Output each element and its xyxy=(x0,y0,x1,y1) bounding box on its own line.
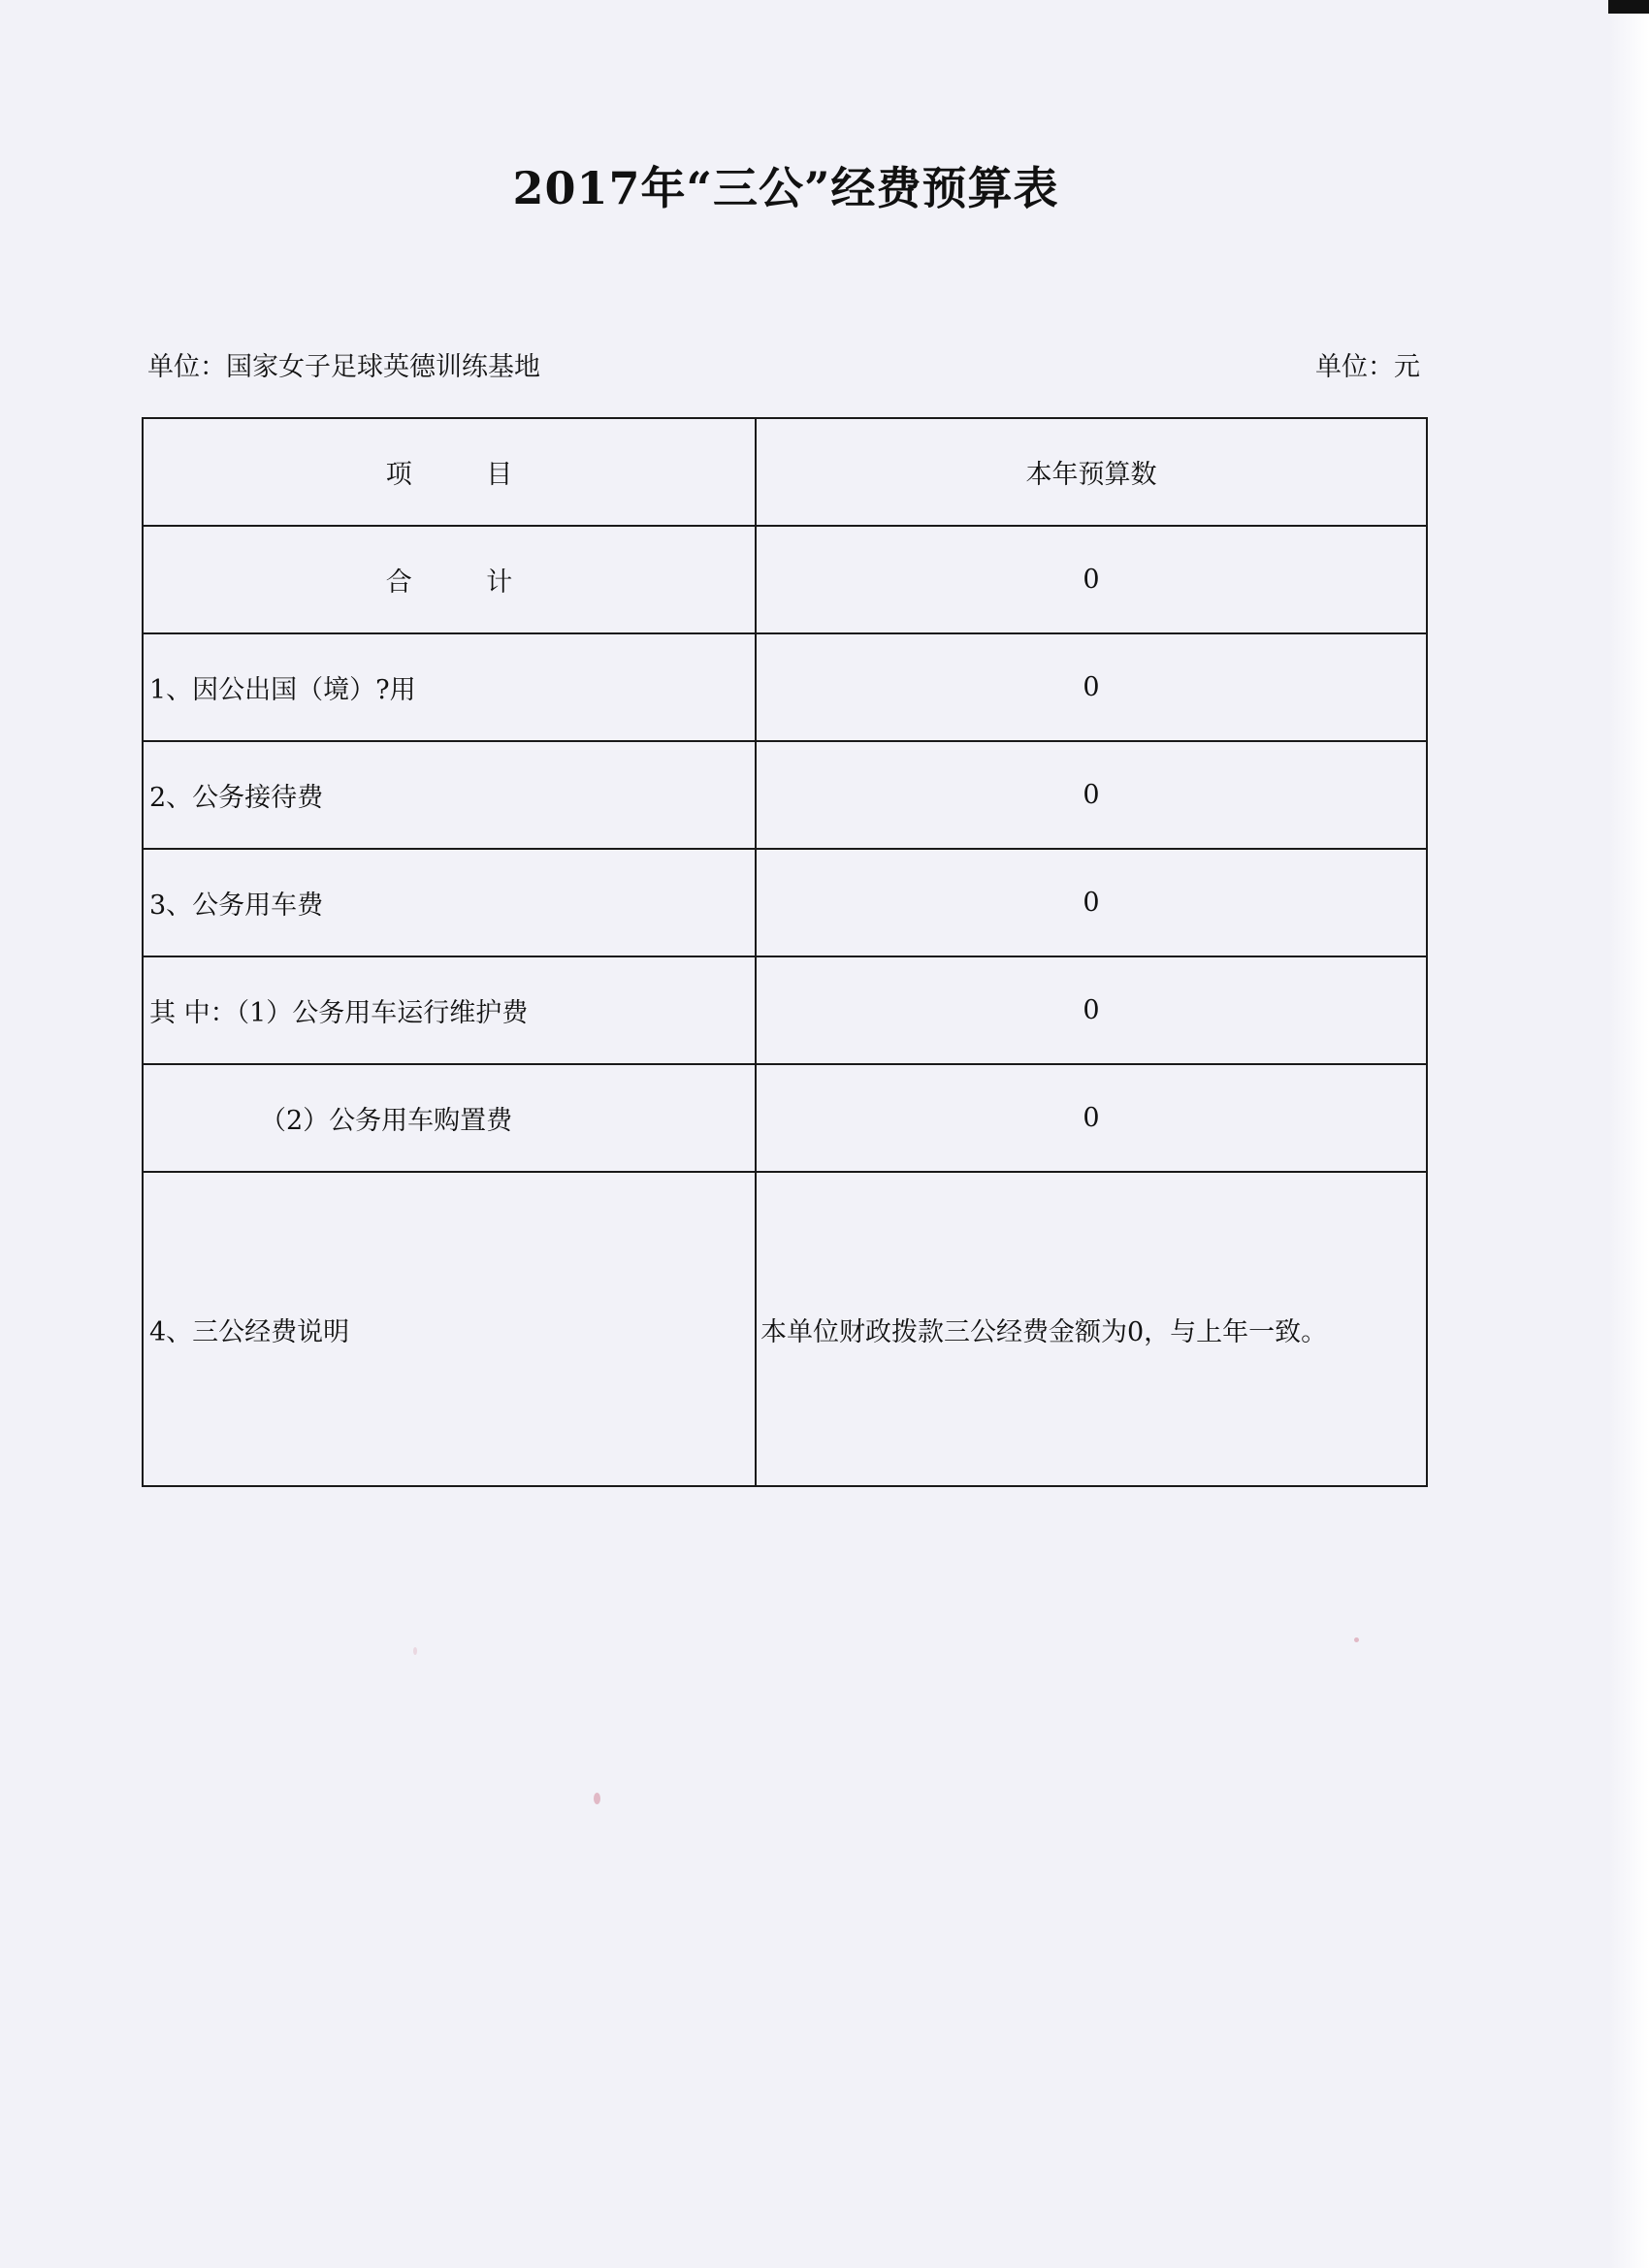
scan-corner-mark xyxy=(1608,0,1649,14)
paper-speck xyxy=(413,1647,417,1655)
currency-label: 单位：元 xyxy=(1315,352,1420,382)
table-row-notes xyxy=(143,1172,1427,1486)
paper-speck xyxy=(594,1793,600,1804)
unit-label: 单位：国家女子足球英德训练基地 xyxy=(147,352,540,382)
row-item-vehicle-purchase: （2）公务用车购置费 xyxy=(143,1064,756,1172)
row-amount-vehicle-purchase: 0 xyxy=(756,1064,1427,1172)
row-item-vehicle: 3、公务用车费 xyxy=(143,849,756,956)
table-row-total xyxy=(143,526,1427,633)
budget-table xyxy=(142,417,1428,1487)
row-item-total: 合 计 xyxy=(143,526,756,633)
row-amount-total: 0 xyxy=(756,526,1427,633)
table-row xyxy=(143,1064,1427,1172)
row-item-vehicle-maintenance: 其 中：（1）公务用车运行维护费 xyxy=(143,956,756,1064)
row-item-reception: 2、公务接待费 xyxy=(143,741,756,849)
header-item: 项 目 xyxy=(143,418,756,526)
row-amount-reception: 0 xyxy=(756,741,1427,849)
table-row xyxy=(143,633,1427,741)
paper-speck xyxy=(1354,1637,1359,1642)
row-amount-vehicle-maintenance: 0 xyxy=(756,956,1427,1064)
row-item-notes: 4、三公经费说明 xyxy=(143,1172,756,1486)
table-row xyxy=(143,741,1427,849)
row-amount-travel-abroad: 0 xyxy=(756,633,1427,741)
scan-edge xyxy=(1610,0,1649,2268)
table-row xyxy=(143,849,1427,956)
row-amount-vehicle: 0 xyxy=(756,849,1427,956)
table-row xyxy=(143,956,1427,1064)
row-item-travel-abroad: 1、因公出国（境）?用 xyxy=(143,633,756,741)
header-amount: 本年预算数 xyxy=(756,418,1427,526)
table-header-row xyxy=(143,418,1427,526)
page-title: 2017年“三公”经费预算表 xyxy=(512,162,1059,214)
row-notes-text: 本单位财政拨款三公经费金额为0，与上年一致。 xyxy=(756,1172,1427,1486)
